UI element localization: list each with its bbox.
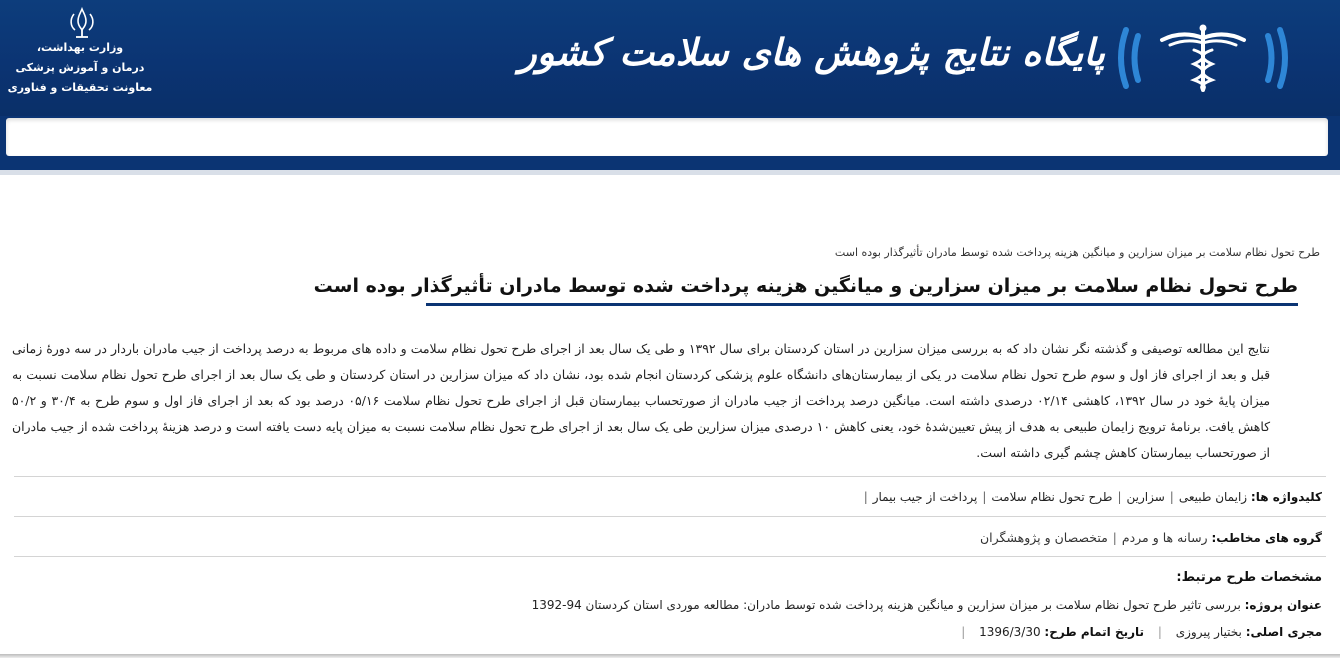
audience-link[interactable]: رسانه ها و مردم: [1121, 530, 1208, 545]
project-title-label: عنوان پروژه:: [1244, 598, 1322, 612]
divider: [14, 476, 1326, 477]
completion-date-label: تاریخ اتمام طرح:: [1044, 625, 1145, 639]
ministry-logo-block[interactable]: [6, 6, 154, 98]
ministry-line-1: وزارت بهداشت،: [36, 41, 124, 54]
header-divider: [0, 170, 1340, 175]
ministry-line-2: درمان و آموزش پزشکی: [15, 61, 145, 74]
keyword-link[interactable]: طرح تحول نظام سلامت: [991, 490, 1113, 504]
keyword-link[interactable]: زایمان طبیعی: [1178, 490, 1248, 504]
divider: [14, 556, 1326, 557]
keyword-link[interactable]: سزارین: [1126, 490, 1165, 504]
divider: [14, 516, 1326, 517]
audience-label: گروه های مخاطب:: [1211, 531, 1322, 545]
completion-date-value: 1396/3/30: [979, 625, 1041, 639]
separator: |: [863, 490, 868, 504]
separator: |: [1117, 490, 1122, 504]
breadcrumb[interactable]: طرح تحول نظام سلامت بر میزان سزارین و میانگین هزینه پرداخت شده توسط مادران تأثیرگذار بوده است: [834, 246, 1320, 259]
keywords-row: [859, 490, 1322, 504]
caduceus-logo-icon[interactable]: [1112, 22, 1294, 94]
related-project-heading: مشخصات طرح مرتبط:: [1176, 570, 1322, 585]
main-content: [0, 176, 1340, 658]
nav-bar[interactable]: [6, 118, 1328, 156]
page-title: طرح تحول نظام سلامت بر میزان سزارین و میانگین هزینه پرداخت شده توسط مادران تأثیرگذار بوده است: [426, 268, 1298, 306]
iran-emblem-icon: [64, 6, 100, 40]
separator: |: [1112, 531, 1117, 545]
project-title-value: بررسی تاثیر طرح تحول نظام سلامت بر میزان سزارین و میانگین هزینه پرداخت شده توسط مادران: مطالعه موردی استان کردستان 94-1392: [531, 598, 1241, 612]
separator: |: [961, 625, 966, 639]
abstract-text: نتایج این مطالعه توصیفی و گذشته نگر نشان داد که به بررسی میزان سزارین در استان کردستان برای سال ۱۳۹۲ و طی یک سال بعد از اجرای طرح تحول نظام سلامت و داده های مربوط به درصد پرداخت از جیب مادران باردار در سه دورۀ زمانی قبل و بعد از اجرای فاز اول و سوم طرح تحول نظام سلامت در یکی از بیمارستان‌های دانشگاه علوم پزشکی کردستان انجام شده بود، نشان داد که میزان سزارین در استان کردستان و طی یک سال بعد از اجرای طرح تحول نظام سلامت نسبت به میزان پایۀ خود در سال ۱۳۹۲، کاهشی ۰۲/۱۴ درصدی داشته است. میانگین درصد پرداخت از جیب مادران از صورتحساب بیمارستان قبل از اجرای طرح تحول نظام سلامت ۰۵/۱۶ درصد بود که بعد از اجرای فاز اول و سوم طرح به ۳۰/۴ و ۵۰/۲ کاهش یافت. برنامۀ ترویج زایمان طبیعی به هدف از پیش تعیین‌شدۀ خود، یعنی کاهش ۱۰ درصدی میزان سزارین طی یک سال بعد از اجرای طرح تحول نظام سلامت نسبت به میزان پایه دست یافته است و درصد هزینۀ پرداخت شده از جیب مادران از صورتحساب بیمارستان کاهش چشم گیری داشته است.: [12, 341, 1270, 460]
separator: |: [1157, 625, 1162, 639]
bottom-edge: [0, 654, 1340, 658]
site-header: [0, 0, 1340, 116]
project-title-row: [532, 598, 1322, 612]
executor-value: بختیار پیروزی: [1175, 625, 1242, 639]
separator: |: [982, 490, 987, 504]
keyword-link[interactable]: پرداخت از جیب بیمار: [872, 490, 978, 504]
ministry-name: [6, 38, 154, 98]
audience-row: [980, 530, 1322, 545]
executor-row: [951, 625, 1322, 639]
executor-label: مجری اصلی:: [1245, 625, 1322, 639]
site-title[interactable]: پایگاه نتایج پژوهش های سلامت کشور: [518, 30, 1105, 74]
separator: |: [1169, 490, 1174, 504]
audience-link[interactable]: متخصصان و پژوهشگران: [980, 530, 1108, 545]
keywords-label: کلیدواژه ها:: [1250, 490, 1322, 504]
ministry-line-3: معاونت تحقیقات و فناوری: [7, 81, 153, 94]
